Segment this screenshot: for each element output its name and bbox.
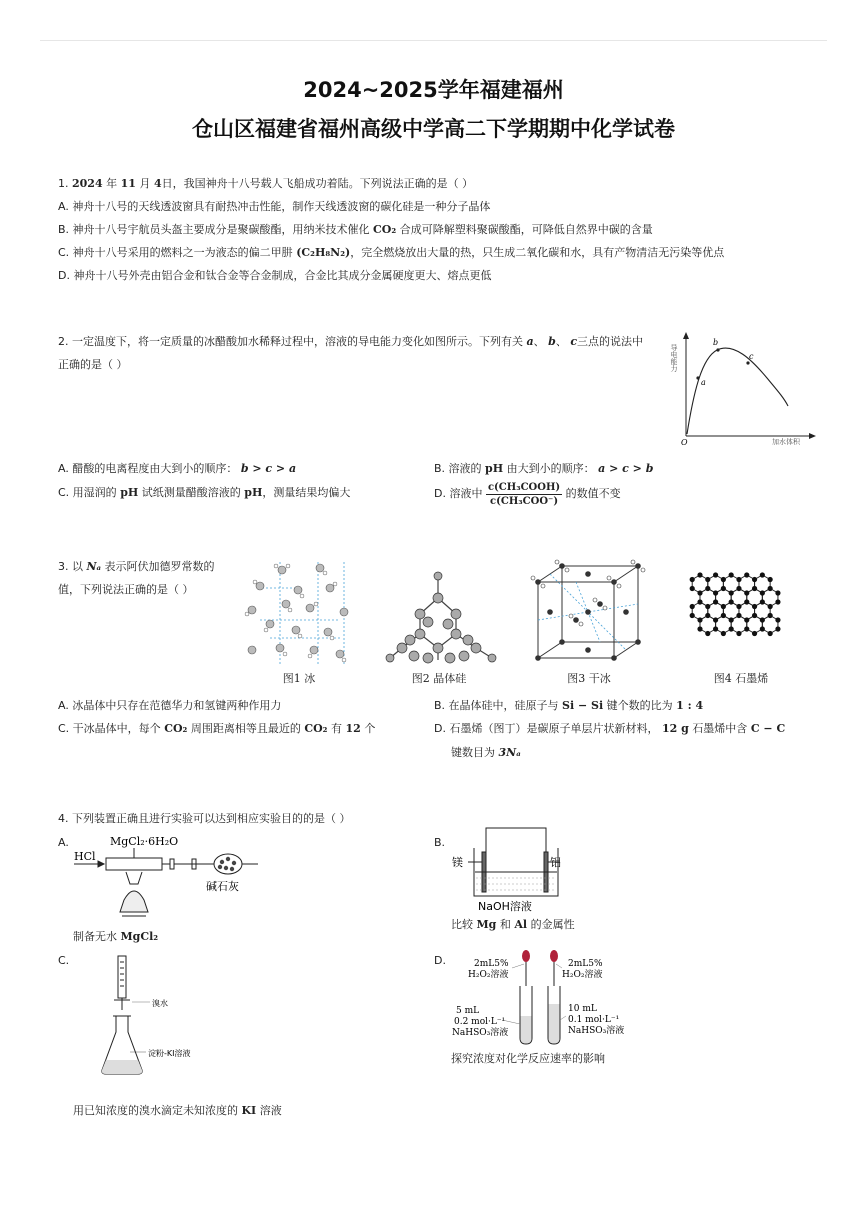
q4-d-caption: 探究浓度对化学反应速率的影响 <box>451 1052 605 1065</box>
graph-ylabel: 导电能力 <box>670 344 678 372</box>
q1-year-unit: 年 <box>106 177 118 190</box>
graphene-carbon-atom <box>705 586 710 591</box>
q1-option-b-text2: 合成可降解塑料聚碳酸酯，可降低自然界中碳的含量 <box>399 223 653 236</box>
q2-option-c-text2: 试纸测量醋酸溶液的 <box>141 486 241 499</box>
graphene-carbon-atom <box>721 604 726 609</box>
q4-a-hcl-label: HCl <box>74 850 96 863</box>
graphene-carbon-atom <box>736 613 741 618</box>
graphene-carbon-atom <box>760 590 765 595</box>
graph-label-a: a <box>701 378 706 387</box>
graphene-carbon-atom <box>697 626 702 631</box>
q1-option-c-formula: (C₂H₈N₂) <box>296 246 351 259</box>
q4-a-caption-text: 制备无水 <box>73 930 117 943</box>
graph-x-arrow <box>809 433 816 439</box>
q2-conductivity-graph <box>672 330 822 450</box>
q3-option-d-value: 3Nₐ <box>498 746 521 759</box>
q1-month: 11 <box>120 177 136 190</box>
q4-d-left-bot1: 5 mL <box>456 1006 480 1016</box>
graphene-carbon-atom <box>760 617 765 622</box>
page-title-line2: 仓山区福建省福州高级中学高二下学期期中化学试卷 <box>192 117 675 141</box>
graphene-carbon-atom <box>768 604 773 609</box>
q4-a-apparatus <box>72 830 262 926</box>
q4-d-left-bot2: 0.2 mol·L⁻¹ <box>454 1017 506 1027</box>
q2-point-b: b <box>548 335 556 348</box>
graphene-carbon-atom <box>768 631 773 636</box>
q3-option-b-text: B. 在晶体硅中，硅原子与 <box>434 699 559 712</box>
graphene-carbon-atom <box>729 599 734 604</box>
graphene-carbon-atom <box>705 604 710 609</box>
q3-option-c-number: 12 <box>345 722 361 735</box>
q3-fig3-caption: 图3 干冰 <box>567 672 611 685</box>
q4-c-caption-ki: KI <box>241 1104 257 1117</box>
q3-fig1-ice-structure <box>240 558 358 668</box>
q3-option-c-text: C. 干冰晶体中，每个 <box>58 722 161 735</box>
graph-xlabel: 加水体积 <box>772 438 800 446</box>
q4-d-left-top2: H₂O₂溶液 <box>468 970 509 980</box>
q2-option-c-ph2: pH <box>244 486 263 499</box>
q2-option-b-text: B. 溶液的 <box>434 462 482 475</box>
graph-point-a <box>696 376 699 379</box>
graphene-carbon-atom <box>760 599 765 604</box>
q2-stem-text: 2. 一定温度下，将一定质量的冰醋酸加水稀释过程中，溶液的导电能力变化如图所示。下列有关 <box>58 335 523 348</box>
q3-option-d-mass: 12 g <box>661 722 689 735</box>
q4-d-right-bot3: NaHSO₃溶液 <box>568 1026 625 1036</box>
q3-option-c-formula: CO₂ <box>164 722 188 735</box>
q3-option-a[interactable]: A. 冰晶体中只存在范德华力和氢键两种作用力 <box>58 699 282 712</box>
graphene-carbon-atom <box>690 577 695 582</box>
q3-option-c-text4: 个 <box>364 722 376 735</box>
q2-point-a: a <box>526 335 534 348</box>
q4-c-label[interactable]: C. <box>58 954 70 967</box>
q4-b-al-label: 铝 <box>550 856 561 869</box>
q1-option-a[interactable]: A. 神舟十八号的天线透波窗具有耐热冲击性能，制作天线透波窗的碳化硅是一种分子晶体 <box>58 200 491 213</box>
q1-year: 2024 <box>72 177 103 190</box>
q4-b-caption-mg: Mg <box>476 918 497 931</box>
q1-option-b-text: B. 神舟十八号宇航员头盔主要成分是聚碳酸酯，用纳米技术催化 <box>58 223 370 236</box>
q4-c-caption-text2: 溶液 <box>259 1104 282 1117</box>
q1-option-c-text2: ，完全燃烧放出大量的热，只生成二氧化碳和水，具有产物清洁无污染等优点 <box>350 246 725 259</box>
graphene-carbon-atom <box>775 617 780 622</box>
q2-option-c[interactable] <box>58 485 350 501</box>
q3-option-c[interactable] <box>58 721 375 737</box>
graphene-carbon-atom <box>744 572 749 577</box>
q3-option-c-text2: 周围距离相等且最近的 <box>190 722 301 735</box>
graphene-carbon-atom <box>744 599 749 604</box>
graphene-carbon-atom <box>768 613 773 618</box>
q1-option-b[interactable] <box>58 222 653 238</box>
q4-c-caption-text: 用已知浓度的溴水滴定未知浓度的 <box>73 1104 238 1117</box>
q2-option-d[interactable] <box>434 480 621 508</box>
q2-option-b-ph: pH <box>485 462 504 475</box>
q2-option-a-math: b > c > a <box>240 462 297 475</box>
q4-d-right-top2: H₂O₂溶液 <box>562 970 603 980</box>
graphene-carbon-atom <box>729 590 734 595</box>
graphene-carbon-atom <box>713 599 718 604</box>
q3-option-d[interactable] <box>434 721 785 737</box>
q3-fig2-caption: 图2 晶体硅 <box>411 672 467 685</box>
q4-c-titration-apparatus <box>96 952 226 1080</box>
q4-c-bromine-label: 溴水 <box>152 999 168 1008</box>
q4-d-left-bot3: NaHSO₃溶液 <box>452 1028 509 1038</box>
graphene-carbon-atom <box>705 631 710 636</box>
q2-stem-line1: 2. 一定温度下，将一定质量的冰醋酸加水稀释过程中，溶液的导电能力变化如图所示。下列有关 a、 b、 c三点的说法中 <box>58 335 644 348</box>
graphene-carbon-atom <box>736 577 741 582</box>
q3-option-b-bond: Si − Si <box>562 699 604 712</box>
graphene-carbon-atom <box>705 613 710 618</box>
graphene-carbon-atom <box>713 617 718 622</box>
q2-option-a-text: A. 醋酸的电离程度由大到小的顺序： <box>58 462 238 475</box>
graphene-carbon-atom <box>721 586 726 591</box>
q4-d-apparatus <box>450 946 640 1048</box>
graphene-carbon-atom <box>713 626 718 631</box>
q4-b-label[interactable]: B. <box>434 836 446 849</box>
q3-option-d-text: D. 石墨烯（图丁）是碳原子单层片状新材料， <box>434 722 659 735</box>
q4-b-mg-label: 镁 <box>452 856 463 869</box>
q3-option-d-line2 <box>451 745 521 761</box>
q3-option-b[interactable] <box>434 698 703 714</box>
q1-option-d[interactable]: D. 神舟十八号外壳由铝合金和钛合金等合金制成，合金比其成分金属硬度更大、熔点更低 <box>58 269 492 282</box>
q4-d-right-bot2: 0.1 mol·L⁻¹ <box>568 1015 620 1025</box>
q4-stem: 4. 下列装置正确且进行实验可以达到相应实验目的的是（ ） <box>58 812 351 825</box>
q4-c-flask-label: 淀粉-KI溶液 <box>148 1049 191 1058</box>
graphene-carbon-atom <box>752 604 757 609</box>
graphene-carbon-atom <box>752 577 757 582</box>
graphene-carbon-atom <box>775 590 780 595</box>
graphene-carbon-atom <box>713 572 718 577</box>
graph-origin: O <box>681 438 688 447</box>
q1-option-c-text: C. 神舟十八号采用的燃料之一为液态的偏二甲肼 <box>58 246 293 259</box>
graphene-carbon-atom <box>744 626 749 631</box>
q2-option-d-text2: 的数值不变 <box>565 487 621 500</box>
q1-month-unit: 月 <box>139 177 151 190</box>
graphene-carbon-atom <box>729 626 734 631</box>
q4-d-right-top1: 2mL5% <box>568 959 603 969</box>
q2-option-c-text: C. 用湿润的 <box>58 486 117 499</box>
graphene-carbon-atom <box>775 599 780 604</box>
q3-stem-line1 <box>58 559 215 575</box>
q1-option-c[interactable] <box>58 245 724 261</box>
top-divider <box>40 40 827 41</box>
q3-option-b-ratio: 1 : 4 <box>676 699 704 712</box>
graphene-carbon-atom <box>768 577 773 582</box>
q4-b-solution-label: NaOH溶液 <box>478 900 532 913</box>
graphene-carbon-atom <box>697 599 702 604</box>
graphene-carbon-atom <box>736 631 741 636</box>
q4-a-soda-lime-label: 碱石灰 <box>206 880 239 893</box>
q2-option-b-math: a > c > b <box>598 462 654 475</box>
q1-stem-text: 日，我国神舟十八号载人飞船成功着陆。下列说法正确的是（ ） <box>161 177 474 190</box>
q2-point-c: c <box>570 335 578 348</box>
q2-stem-line2: 正确的是（ ） <box>58 358 128 371</box>
graphene-carbon-atom <box>690 613 695 618</box>
q3-fig4-caption: 图4 石墨烯 <box>713 672 769 685</box>
q1-option-b-formula: CO₂ <box>373 223 397 236</box>
q2-stem-text2: 三点的说法中 <box>577 335 644 348</box>
q4-a-caption <box>73 929 158 945</box>
q2-option-c-text3: ，测量结果均偏大 <box>262 486 351 499</box>
graphene-carbon-atom <box>697 572 702 577</box>
fraction-numerator: c(CH₃COOH) <box>487 481 561 493</box>
q3-avogadro: Nₐ <box>86 560 102 573</box>
graphene-carbon-atom <box>705 577 710 582</box>
q3-fig3-dry-ice-structure <box>530 560 646 666</box>
q3-option-d-text2: 石墨烯中含 <box>692 722 748 735</box>
q3-fig1-caption: 图1 冰 <box>282 672 316 685</box>
graphene-carbon-atom <box>760 572 765 577</box>
q4-b-caption-al: Al <box>514 918 528 931</box>
q4-d-right-dropper-bulb <box>550 950 558 962</box>
q4-d-left-top1: 2mL5% <box>474 959 509 969</box>
graphene-carbon-atom <box>690 604 695 609</box>
q2-option-b[interactable] <box>434 461 653 477</box>
graphene-carbon-atom <box>721 613 726 618</box>
q4-a-reagent-label: MgCl₂·6H₂O <box>110 835 179 848</box>
q4-a-label[interactable]: A. <box>58 836 69 849</box>
q4-b-caption-text2: 的金属性 <box>530 918 575 931</box>
graphene-carbon-atom <box>752 586 757 591</box>
q4-d-right-bot1: 10 mL <box>568 1004 597 1014</box>
graphene-carbon-atom <box>760 626 765 631</box>
graph-label-c: c <box>749 352 754 361</box>
fraction-denominator: c(CH₃COO⁻) <box>490 495 559 507</box>
graphene-carbon-atom <box>736 604 741 609</box>
graphene-carbon-atom <box>697 617 702 622</box>
q2-option-c-ph: pH <box>120 486 139 499</box>
q4-b-caption-and: 和 <box>499 918 511 931</box>
q2-option-b-text2: 由大到小的顺序： <box>506 462 595 475</box>
q1-number: 1. <box>58 177 69 190</box>
graphene-carbon-atom <box>752 631 757 636</box>
q1-day: 4 <box>153 177 162 190</box>
q3-fig4-graphene-structure <box>688 572 798 662</box>
page-title-line1: 2024~2025学年福建福州 <box>303 78 564 102</box>
q4-c-caption <box>73 1103 282 1119</box>
q3-option-c-text3: 有 <box>331 722 342 735</box>
q4-d-left-dropper-bulb <box>522 950 530 962</box>
graphene-carbon-atom <box>721 577 726 582</box>
graphene-carbon-atom <box>752 613 757 618</box>
graph-point-b <box>716 348 719 351</box>
graphene-carbon-atom <box>744 590 749 595</box>
q3-option-d-bond: C − C <box>750 722 786 735</box>
q2-option-d-text: D. 溶液中 <box>434 487 483 500</box>
q2-option-a[interactable] <box>58 461 296 477</box>
graphene-carbon-atom <box>768 586 773 591</box>
graphene-carbon-atom <box>744 617 749 622</box>
graphene-carbon-atom <box>697 590 702 595</box>
q4-b-apparatus <box>448 826 578 912</box>
graphene-carbon-atom <box>775 626 780 631</box>
graph-y-arrow <box>683 332 689 339</box>
q4-d-label[interactable]: D. <box>434 954 446 967</box>
q3-fig2-silicon-structure <box>380 568 500 666</box>
graph-curve <box>687 348 788 434</box>
graphene-carbon-atom <box>721 631 726 636</box>
graphene-carbon-atom <box>729 617 734 622</box>
q1-stem <box>58 176 473 192</box>
q3-option-c-formula2: CO₂ <box>304 722 328 735</box>
q4-b-caption <box>451 917 575 933</box>
q3-stem-text: 3. 以 <box>58 560 83 573</box>
q4-b-caption-text: 比较 <box>451 918 473 931</box>
graphene-carbon-atom <box>736 586 741 591</box>
q3-option-d-text3: 键数目为 <box>451 746 495 759</box>
graphene-carbon-atom <box>713 590 718 595</box>
q4-a-caption-formula: MgCl₂ <box>120 930 159 943</box>
graphene-carbon-atom <box>690 586 695 591</box>
graph-label-b: b <box>713 338 719 347</box>
graphene-carbon-atom <box>729 572 734 577</box>
q3-option-b-text2: 键个数的比为 <box>606 699 673 712</box>
graph-point-c <box>746 361 749 364</box>
q2-option-d-fraction <box>486 481 562 508</box>
q3-stem-line2: 值，下列说法正确的是（ ） <box>58 583 194 596</box>
q3-stem-text2: 表示阿伏加德罗常数的 <box>104 560 215 573</box>
